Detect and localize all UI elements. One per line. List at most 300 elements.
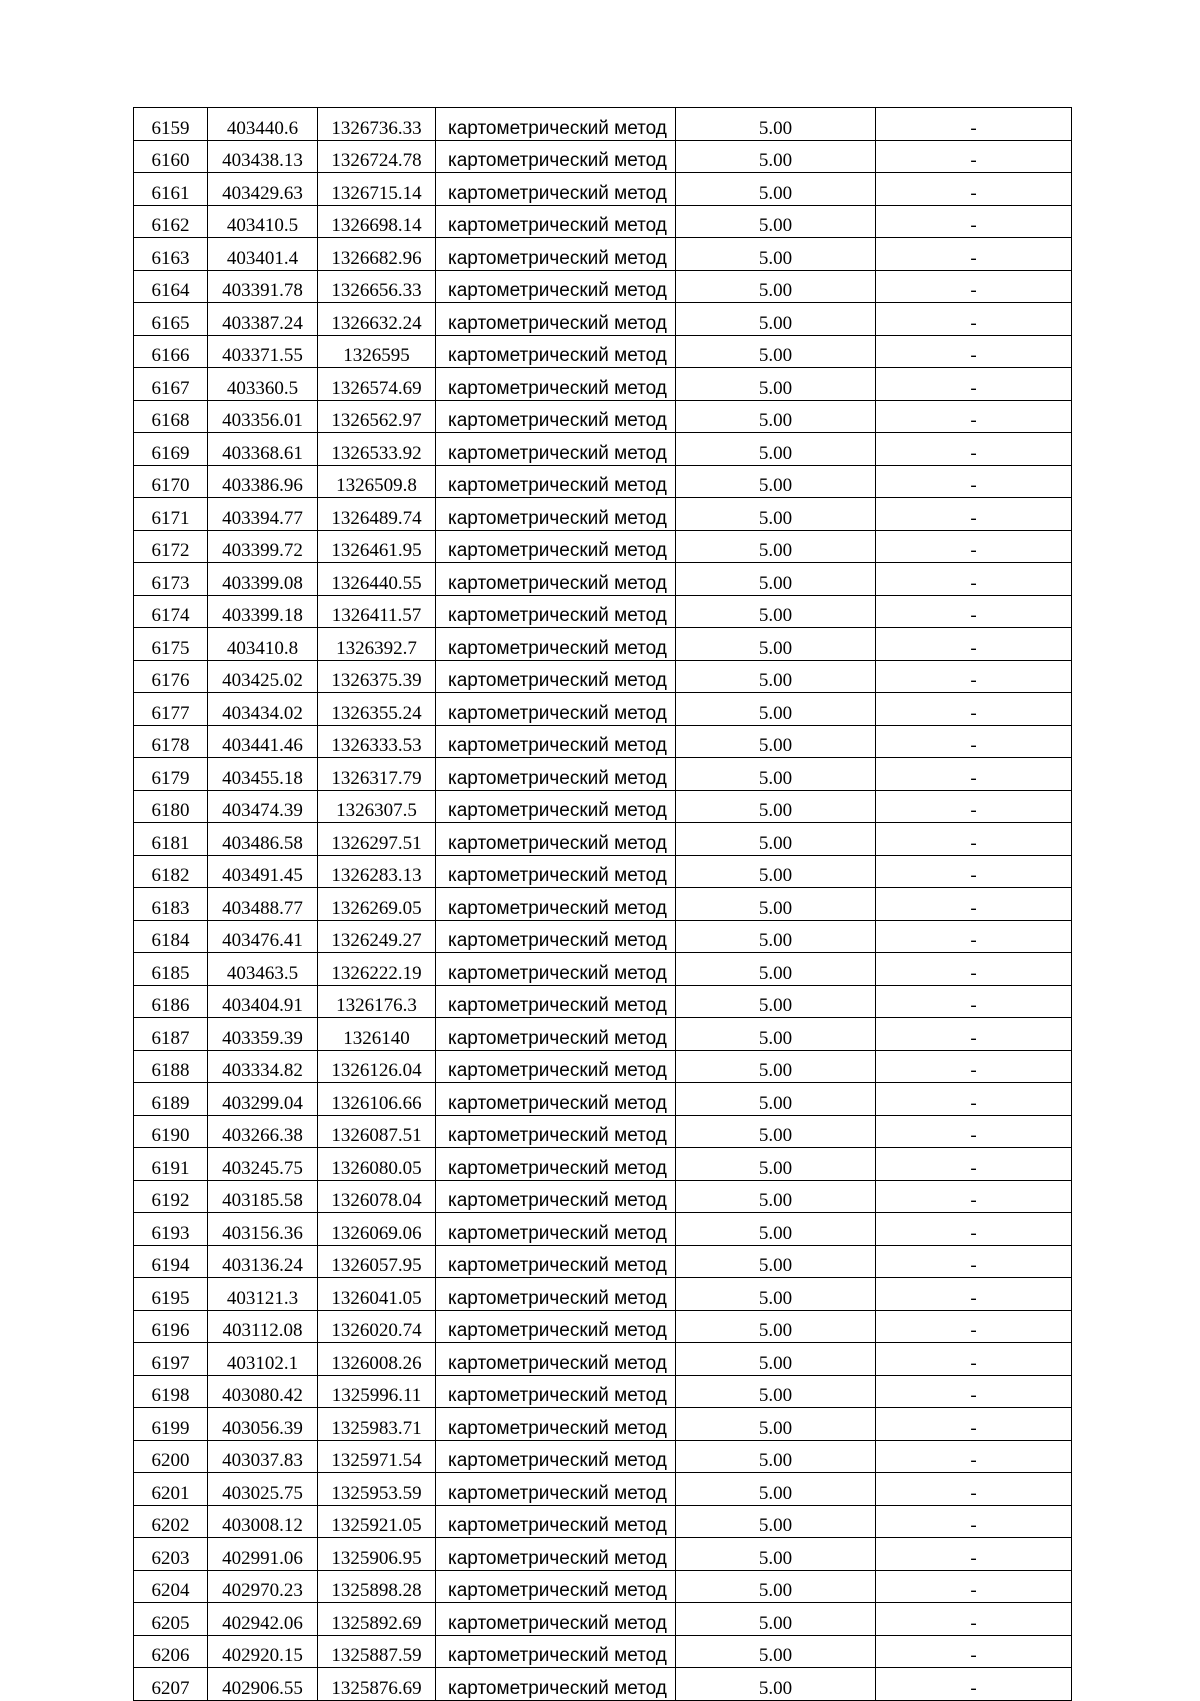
y-coordinate-cell: 1326140 [318,1018,436,1051]
table-row [134,823,1072,856]
y-coordinate-cell: 1326283.13 [318,855,436,888]
method-cell: картометрический метод [436,1408,676,1441]
method-cell: картометрический метод [436,400,676,433]
x-coordinate-cell: 403008.12 [208,1505,318,1538]
accuracy-cell: 5.00 [676,595,876,628]
table-row [134,920,1072,953]
accuracy-cell: 5.00 [676,1343,876,1376]
description-cell: - [876,108,1072,141]
x-coordinate-cell: 403438.13 [208,140,318,173]
description-cell: - [876,140,1072,173]
accuracy-cell: 5.00 [676,1668,876,1701]
x-coordinate-cell: 403136.24 [208,1245,318,1278]
x-coordinate-cell: 403102.1 [208,1343,318,1376]
accuracy-cell: 5.00 [676,888,876,921]
table-row [134,953,1072,986]
point-number-cell: 6192 [134,1180,208,1213]
accuracy-cell: 5.00 [676,108,876,141]
y-coordinate-cell: 1326269.05 [318,888,436,921]
accuracy-cell: 5.00 [676,498,876,531]
method-cell: картометрический метод [436,693,676,726]
point-number-cell: 6170 [134,465,208,498]
x-coordinate-cell: 403371.55 [208,335,318,368]
point-number-cell: 6191 [134,1148,208,1181]
table-row [134,1213,1072,1246]
table-row [134,335,1072,368]
y-coordinate-cell: 1326489.74 [318,498,436,531]
description-cell: - [876,1310,1072,1343]
accuracy-cell: 5.00 [676,1408,876,1441]
accuracy-cell: 5.00 [676,563,876,596]
y-coordinate-cell: 1326574.69 [318,368,436,401]
accuracy-cell: 5.00 [676,530,876,563]
method-cell: картометрический метод [436,1148,676,1181]
method-cell: картометрический метод [436,1018,676,1051]
description-cell: - [876,368,1072,401]
description-cell: - [876,563,1072,596]
accuracy-cell: 5.00 [676,238,876,271]
y-coordinate-cell: 1326333.53 [318,725,436,758]
table-row [134,725,1072,758]
y-coordinate-cell: 1326698.14 [318,205,436,238]
y-coordinate-cell: 1326375.39 [318,660,436,693]
x-coordinate-cell: 403455.18 [208,758,318,791]
accuracy-cell: 5.00 [676,1278,876,1311]
method-cell: картометрический метод [436,628,676,661]
y-coordinate-cell: 1325983.71 [318,1408,436,1441]
table-row [134,108,1072,141]
x-coordinate-cell: 403025.75 [208,1473,318,1506]
description-cell: - [876,1635,1072,1668]
y-coordinate-cell: 1325971.54 [318,1440,436,1473]
x-coordinate-cell: 403391.78 [208,270,318,303]
x-coordinate-cell: 403476.41 [208,920,318,953]
accuracy-cell: 5.00 [676,1473,876,1506]
point-number-cell: 6166 [134,335,208,368]
y-coordinate-cell: 1326008.26 [318,1343,436,1376]
table-row [134,1343,1072,1376]
point-number-cell: 6204 [134,1570,208,1603]
coordinates-table-body [134,108,1072,1701]
point-number-cell: 6163 [134,238,208,271]
x-coordinate-cell: 403410.5 [208,205,318,238]
method-cell: картометрический метод [436,1505,676,1538]
description-cell: - [876,465,1072,498]
y-coordinate-cell: 1326595 [318,335,436,368]
point-number-cell: 6167 [134,368,208,401]
x-coordinate-cell: 403156.36 [208,1213,318,1246]
point-number-cell: 6189 [134,1083,208,1116]
description-cell: - [876,758,1072,791]
method-cell: картометрический метод [436,205,676,238]
description-cell: - [876,1570,1072,1603]
method-cell: картометрический метод [436,270,676,303]
x-coordinate-cell: 403474.39 [208,790,318,823]
accuracy-cell: 5.00 [676,920,876,953]
table-row [134,173,1072,206]
method-cell: картометрический метод [436,1603,676,1636]
x-coordinate-cell: 402970.23 [208,1570,318,1603]
accuracy-cell: 5.00 [676,1603,876,1636]
point-number-cell: 6172 [134,530,208,563]
accuracy-cell: 5.00 [676,1213,876,1246]
y-coordinate-cell: 1325921.05 [318,1505,436,1538]
description-cell: - [876,400,1072,433]
x-coordinate-cell: 403429.63 [208,173,318,206]
method-cell: картометрический метод [436,790,676,823]
method-cell: картометрический метод [436,238,676,271]
method-cell: картометрический метод [436,1473,676,1506]
x-coordinate-cell: 403434.02 [208,693,318,726]
method-cell: картометрический метод [436,465,676,498]
method-cell: картометрический метод [436,725,676,758]
point-number-cell: 6188 [134,1050,208,1083]
table-row [134,595,1072,628]
method-cell: картометрический метод [436,1538,676,1571]
table-row [134,530,1072,563]
description-cell: - [876,270,1072,303]
point-number-cell: 6160 [134,140,208,173]
table-row [134,303,1072,336]
description-cell: - [876,985,1072,1018]
table-row [134,660,1072,693]
description-cell: - [876,1083,1072,1116]
point-number-cell: 6181 [134,823,208,856]
description-cell: - [876,1050,1072,1083]
method-cell: картометрический метод [436,335,676,368]
y-coordinate-cell: 1326020.74 [318,1310,436,1343]
table-row [134,1538,1072,1571]
point-number-cell: 6187 [134,1018,208,1051]
y-coordinate-cell: 1325906.95 [318,1538,436,1571]
point-number-cell: 6180 [134,790,208,823]
accuracy-cell: 5.00 [676,205,876,238]
y-coordinate-cell: 1325892.69 [318,1603,436,1636]
description-cell: - [876,1375,1072,1408]
point-number-cell: 6173 [134,563,208,596]
accuracy-cell: 5.00 [676,173,876,206]
x-coordinate-cell: 403394.77 [208,498,318,531]
x-coordinate-cell: 403404.91 [208,985,318,1018]
accuracy-cell: 5.00 [676,790,876,823]
y-coordinate-cell: 1326087.51 [318,1115,436,1148]
y-coordinate-cell: 1326440.55 [318,563,436,596]
table-row [134,368,1072,401]
point-number-cell: 6165 [134,303,208,336]
table-row [134,693,1072,726]
accuracy-cell: 5.00 [676,953,876,986]
y-coordinate-cell: 1326533.92 [318,433,436,466]
table-row [134,270,1072,303]
x-coordinate-cell: 403399.72 [208,530,318,563]
description-cell: - [876,498,1072,531]
x-coordinate-cell: 403112.08 [208,1310,318,1343]
table-row [134,1570,1072,1603]
description-cell: - [876,725,1072,758]
table-row [134,1148,1072,1181]
x-coordinate-cell: 402991.06 [208,1538,318,1571]
method-cell: картометрический метод [436,108,676,141]
point-number-cell: 6207 [134,1668,208,1701]
method-cell: картометрический метод [436,1310,676,1343]
description-cell: - [876,1018,1072,1051]
y-coordinate-cell: 1326106.66 [318,1083,436,1116]
accuracy-cell: 5.00 [676,1538,876,1571]
y-coordinate-cell: 1326222.19 [318,953,436,986]
method-cell: картометрический метод [436,563,676,596]
y-coordinate-cell: 1326176.3 [318,985,436,1018]
table-row [134,1473,1072,1506]
table-row [134,400,1072,433]
method-cell: картометрический метод [436,368,676,401]
x-coordinate-cell: 402920.15 [208,1635,318,1668]
method-cell: картометрический метод [436,660,676,693]
x-coordinate-cell: 403488.77 [208,888,318,921]
y-coordinate-cell: 1326715.14 [318,173,436,206]
accuracy-cell: 5.00 [676,1635,876,1668]
description-cell: - [876,1180,1072,1213]
x-coordinate-cell: 403399.18 [208,595,318,628]
coordinates-table [133,107,1072,1701]
method-cell: картометрический метод [436,855,676,888]
point-number-cell: 6195 [134,1278,208,1311]
accuracy-cell: 5.00 [676,1148,876,1181]
y-coordinate-cell: 1326041.05 [318,1278,436,1311]
accuracy-cell: 5.00 [676,1050,876,1083]
point-number-cell: 6176 [134,660,208,693]
point-number-cell: 6203 [134,1538,208,1571]
description-cell: - [876,920,1072,953]
x-coordinate-cell: 403386.96 [208,465,318,498]
description-cell: - [876,1538,1072,1571]
description-cell: - [876,1213,1072,1246]
table-row [134,1603,1072,1636]
table-row [134,1505,1072,1538]
y-coordinate-cell: 1326724.78 [318,140,436,173]
x-coordinate-cell: 403491.45 [208,855,318,888]
description-cell: - [876,1505,1072,1538]
point-number-cell: 6159 [134,108,208,141]
table-row [134,888,1072,921]
accuracy-cell: 5.00 [676,693,876,726]
description-cell: - [876,888,1072,921]
table-row [134,1245,1072,1278]
method-cell: картометрический метод [436,953,676,986]
method-cell: картометрический метод [436,433,676,466]
accuracy-cell: 5.00 [676,270,876,303]
method-cell: картометрический метод [436,530,676,563]
point-number-cell: 6202 [134,1505,208,1538]
point-number-cell: 6183 [134,888,208,921]
table-row [134,563,1072,596]
accuracy-cell: 5.00 [676,1310,876,1343]
accuracy-cell: 5.00 [676,335,876,368]
description-cell: - [876,1343,1072,1376]
accuracy-cell: 5.00 [676,1018,876,1051]
method-cell: картометрический метод [436,303,676,336]
point-number-cell: 6194 [134,1245,208,1278]
method-cell: картометрический метод [436,1668,676,1701]
table-row [134,985,1072,1018]
y-coordinate-cell: 1326069.06 [318,1213,436,1246]
method-cell: картометрический метод [436,1180,676,1213]
description-cell: - [876,1440,1072,1473]
table-row [134,1408,1072,1441]
accuracy-cell: 5.00 [676,1083,876,1116]
description-cell: - [876,693,1072,726]
x-coordinate-cell: 403401.4 [208,238,318,271]
description-cell: - [876,953,1072,986]
point-number-cell: 6184 [134,920,208,953]
y-coordinate-cell: 1326249.27 [318,920,436,953]
table-row [134,1180,1072,1213]
point-number-cell: 6174 [134,595,208,628]
table-row [134,628,1072,661]
x-coordinate-cell: 403080.42 [208,1375,318,1408]
point-number-cell: 6200 [134,1440,208,1473]
method-cell: картометрический метод [436,595,676,628]
method-cell: картометрический метод [436,888,676,921]
description-cell: - [876,433,1072,466]
point-number-cell: 6178 [134,725,208,758]
method-cell: картометрический метод [436,1375,676,1408]
method-cell: картометрический метод [436,1343,676,1376]
point-number-cell: 6162 [134,205,208,238]
y-coordinate-cell: 1325953.59 [318,1473,436,1506]
description-cell: - [876,1148,1072,1181]
table-row [134,1375,1072,1408]
y-coordinate-cell: 1326392.7 [318,628,436,661]
point-number-cell: 6177 [134,693,208,726]
description-cell: - [876,205,1072,238]
table-row [134,1635,1072,1668]
y-coordinate-cell: 1326307.5 [318,790,436,823]
x-coordinate-cell: 403463.5 [208,953,318,986]
accuracy-cell: 5.00 [676,1245,876,1278]
method-cell: картометрический метод [436,985,676,1018]
description-cell: - [876,303,1072,336]
accuracy-cell: 5.00 [676,823,876,856]
accuracy-cell: 5.00 [676,985,876,1018]
table-row [134,1083,1072,1116]
method-cell: картометрический метод [436,1050,676,1083]
method-cell: картометрический метод [436,1570,676,1603]
table-row [134,1050,1072,1083]
y-coordinate-cell: 1325887.59 [318,1635,436,1668]
point-number-cell: 6168 [134,400,208,433]
x-coordinate-cell: 402906.55 [208,1668,318,1701]
description-cell: - [876,530,1072,563]
description-cell: - [876,238,1072,271]
point-number-cell: 6185 [134,953,208,986]
y-coordinate-cell: 1325876.69 [318,1668,436,1701]
x-coordinate-cell: 403360.5 [208,368,318,401]
y-coordinate-cell: 1326682.96 [318,238,436,271]
x-coordinate-cell: 403299.04 [208,1083,318,1116]
x-coordinate-cell: 403359.39 [208,1018,318,1051]
description-cell: - [876,1245,1072,1278]
method-cell: картометрический метод [436,140,676,173]
accuracy-cell: 5.00 [676,1505,876,1538]
y-coordinate-cell: 1326632.24 [318,303,436,336]
table-row [134,1668,1072,1701]
y-coordinate-cell: 1326355.24 [318,693,436,726]
table-row [134,205,1072,238]
method-cell: картометрический метод [436,1440,676,1473]
accuracy-cell: 5.00 [676,758,876,791]
description-cell: - [876,855,1072,888]
y-coordinate-cell: 1326078.04 [318,1180,436,1213]
x-coordinate-cell: 402942.06 [208,1603,318,1636]
x-coordinate-cell: 403266.38 [208,1115,318,1148]
accuracy-cell: 5.00 [676,303,876,336]
y-coordinate-cell: 1326317.79 [318,758,436,791]
accuracy-cell: 5.00 [676,660,876,693]
method-cell: картометрический метод [436,1083,676,1116]
accuracy-cell: 5.00 [676,628,876,661]
point-number-cell: 6190 [134,1115,208,1148]
description-cell: - [876,628,1072,661]
description-cell: - [876,1473,1072,1506]
table-row [134,1310,1072,1343]
x-coordinate-cell: 403056.39 [208,1408,318,1441]
table-row [134,855,1072,888]
description-cell: - [876,335,1072,368]
description-cell: - [876,1115,1072,1148]
y-coordinate-cell: 1326297.51 [318,823,436,856]
y-coordinate-cell: 1326461.95 [318,530,436,563]
description-cell: - [876,1278,1072,1311]
y-coordinate-cell: 1326080.05 [318,1148,436,1181]
y-coordinate-cell: 1326126.04 [318,1050,436,1083]
y-coordinate-cell: 1326509.8 [318,465,436,498]
method-cell: картометрический метод [436,1635,676,1668]
accuracy-cell: 5.00 [676,1180,876,1213]
accuracy-cell: 5.00 [676,1440,876,1473]
point-number-cell: 6164 [134,270,208,303]
y-coordinate-cell: 1326057.95 [318,1245,436,1278]
accuracy-cell: 5.00 [676,465,876,498]
description-cell: - [876,595,1072,628]
point-number-cell: 6206 [134,1635,208,1668]
accuracy-cell: 5.00 [676,1375,876,1408]
method-cell: картометрический метод [436,1213,676,1246]
accuracy-cell: 5.00 [676,140,876,173]
table-row [134,140,1072,173]
x-coordinate-cell: 403399.08 [208,563,318,596]
x-coordinate-cell: 403037.83 [208,1440,318,1473]
accuracy-cell: 5.00 [676,1115,876,1148]
accuracy-cell: 5.00 [676,400,876,433]
x-coordinate-cell: 403334.82 [208,1050,318,1083]
description-cell: - [876,1603,1072,1636]
y-coordinate-cell: 1326656.33 [318,270,436,303]
method-cell: картометрический метод [436,920,676,953]
x-coordinate-cell: 403486.58 [208,823,318,856]
point-number-cell: 6161 [134,173,208,206]
table-row [134,238,1072,271]
point-number-cell: 6199 [134,1408,208,1441]
table-row [134,758,1072,791]
x-coordinate-cell: 403440.6 [208,108,318,141]
x-coordinate-cell: 403425.02 [208,660,318,693]
table-row [134,1440,1072,1473]
y-coordinate-cell: 1326736.33 [318,108,436,141]
description-cell: - [876,660,1072,693]
x-coordinate-cell: 403185.58 [208,1180,318,1213]
table-row [134,433,1072,466]
method-cell: картометрический метод [436,1245,676,1278]
